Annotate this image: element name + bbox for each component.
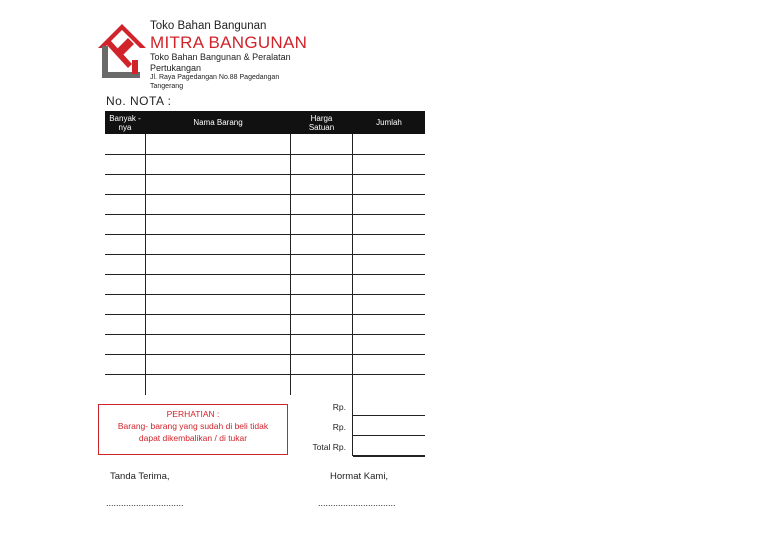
table-cell bbox=[353, 315, 425, 335]
table-cell bbox=[105, 195, 145, 215]
table-cell bbox=[146, 255, 290, 275]
table-row bbox=[105, 175, 425, 195]
table-cell bbox=[146, 295, 290, 315]
table-cell bbox=[291, 335, 352, 355]
table-cell bbox=[353, 175, 425, 195]
table-cell bbox=[105, 135, 145, 155]
table-cell bbox=[353, 215, 425, 235]
column-header-item-name: Nama Barang bbox=[193, 118, 243, 127]
table-cell bbox=[291, 255, 352, 275]
table-cell bbox=[291, 275, 352, 295]
table-cell bbox=[353, 135, 425, 155]
column-header-quantity: Banyak - nya bbox=[109, 113, 141, 132]
table-cell bbox=[105, 335, 145, 355]
table-cell bbox=[353, 335, 425, 355]
table-header bbox=[105, 111, 425, 134]
notice-line-2: dapat dikembalikan / di tukar bbox=[138, 433, 248, 443]
table-cell bbox=[146, 275, 290, 295]
table-row bbox=[105, 255, 425, 275]
table-cell bbox=[146, 235, 290, 255]
table-cell bbox=[105, 235, 145, 255]
table-cell bbox=[291, 135, 352, 155]
table-cell bbox=[146, 195, 290, 215]
table-cell bbox=[146, 155, 290, 175]
table-cell bbox=[105, 215, 145, 235]
shop-address: Jl. Raya Pagedangan No.88 Pagedangan Tangerang bbox=[150, 74, 280, 90]
table-cell bbox=[105, 155, 145, 175]
shop-description: Toko Bahan Bangunan & Peralatan Pertukangan bbox=[150, 52, 291, 73]
table-cell bbox=[291, 355, 352, 375]
column-header-amount: Jumlah bbox=[376, 118, 402, 127]
table-cell bbox=[353, 275, 425, 295]
table-cell bbox=[353, 295, 425, 315]
subtotal-line bbox=[353, 415, 425, 416]
table-cell bbox=[105, 255, 145, 275]
table-cell bbox=[353, 355, 425, 375]
table-row bbox=[105, 295, 425, 315]
table-cell bbox=[291, 195, 352, 215]
total-line bbox=[353, 455, 425, 457]
table-row bbox=[105, 315, 425, 335]
house-hammer-logo-icon bbox=[94, 20, 150, 82]
notice-line-1: Barang- barang yang sudah di beli tidak bbox=[117, 421, 269, 431]
table-cell bbox=[146, 215, 290, 235]
shop-type: Toko Bahan Bangunan bbox=[150, 20, 267, 32]
discount-label: Rp. bbox=[332, 422, 346, 432]
table-cell bbox=[146, 175, 290, 195]
table-cell bbox=[291, 315, 352, 335]
table-cell bbox=[291, 215, 352, 235]
column-header-unit-price: Harga Satuan bbox=[308, 113, 335, 132]
table-cell bbox=[353, 255, 425, 275]
sender-signature-label: Hormat Kami, bbox=[330, 471, 389, 482]
table-row bbox=[105, 235, 425, 255]
table-row bbox=[105, 335, 425, 355]
table-cell bbox=[146, 335, 290, 355]
table-row bbox=[105, 355, 425, 375]
table-row bbox=[105, 135, 425, 155]
table-cell bbox=[146, 315, 290, 335]
shop-name: MITRA BANGUNAN bbox=[150, 33, 308, 52]
table-cell bbox=[105, 175, 145, 195]
notice-box bbox=[98, 404, 288, 455]
table-row bbox=[105, 275, 425, 295]
notice-title: PERHATIAN : bbox=[166, 409, 220, 419]
table-cell bbox=[353, 195, 425, 215]
nota-number-label: No. NOTA : bbox=[106, 94, 172, 108]
table-cell bbox=[291, 175, 352, 195]
sender-signature-line: ............................... bbox=[318, 498, 396, 508]
table-cell bbox=[146, 135, 290, 155]
receiver-signature-line: ............................... bbox=[106, 498, 184, 508]
table-cell bbox=[105, 295, 145, 315]
table-row bbox=[105, 215, 425, 235]
discount-line bbox=[353, 435, 425, 436]
table-cell bbox=[353, 155, 425, 175]
column-divider bbox=[145, 134, 146, 395]
table-cell bbox=[291, 155, 352, 175]
table-row bbox=[105, 195, 425, 215]
table-cell bbox=[105, 315, 145, 335]
column-divider bbox=[352, 134, 353, 456]
receiver-signature-label: Tanda Terima, bbox=[110, 471, 170, 482]
table-cell bbox=[146, 355, 290, 375]
table-cell bbox=[291, 235, 352, 255]
table-cell bbox=[105, 275, 145, 295]
subtotal-label: Rp. bbox=[332, 402, 346, 412]
table-cell bbox=[291, 295, 352, 315]
total-label: Total Rp. bbox=[312, 442, 346, 452]
table-cell bbox=[105, 355, 145, 375]
table-row bbox=[105, 155, 425, 175]
table-cell bbox=[353, 235, 425, 255]
column-divider bbox=[290, 134, 291, 395]
